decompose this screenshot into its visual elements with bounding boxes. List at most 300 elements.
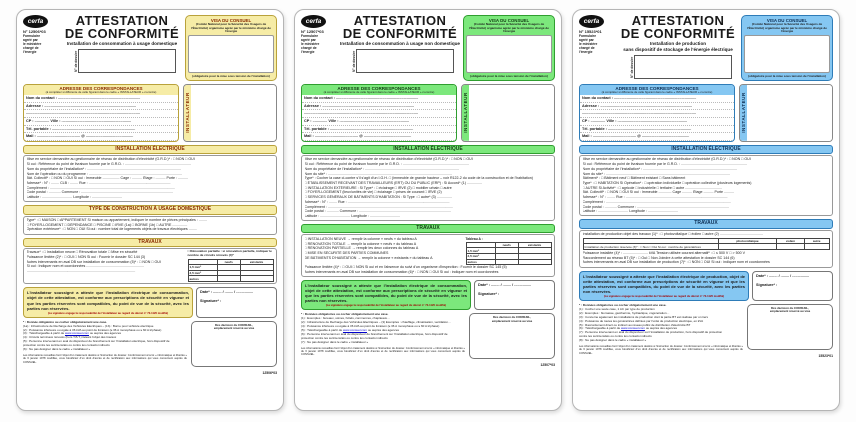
dossier-number-box [74, 49, 176, 73]
date-field: Date* : ........ / ........ / ................ [200, 290, 254, 295]
address-field-line: ............................................................................................................ [24, 110, 178, 118]
form-attestation-production [572, 9, 840, 411]
travaux-field-line: □ MISE EN SÉCURITÉ DES PARTIES COMMUNES [304, 250, 389, 255]
elec-field-line: Code postal : ............ Commune : ............................................................................................ [304, 209, 452, 214]
renovation-partielle-note: □ Rénovation partielle : si rénovation partielle, indiquer le nombre de circuits rénovés (4)* [187, 249, 272, 257]
address-fields [580, 95, 734, 141]
footnotes-bottom [579, 331, 743, 343]
cerfa-column [579, 15, 615, 54]
installer-box [461, 84, 555, 142]
form-title-line1: ATTESTATION [353, 13, 447, 28]
cerfa-logo [301, 15, 326, 28]
address-fields [302, 95, 456, 141]
elec-field-line: Complément : ............................................................................................................................. [304, 204, 453, 209]
address-field-line: ............................................................................................................ [580, 110, 734, 118]
row-label: 1,5 mm² [466, 248, 495, 254]
footnote-line: (4) : Puissance de toutes les génératrices définies par l'unité de production électrique, en kVA [579, 319, 704, 323]
visa-consuel-box [185, 15, 277, 81]
cerfa-number: N° 15523*01 [579, 29, 602, 34]
section-installation-electrique: INSTALLATION ÉLECTRIQUE [23, 145, 277, 154]
date-field: Date* : ........ / ........ / ................ [756, 273, 810, 278]
footnote-link-pre: (6) : Téléchargeable à partir de [579, 327, 621, 331]
travaux-field-line: Si oui : Indiquer nom et coordonnées .......................................................... [26, 264, 145, 269]
table-header-neufs: neufs [217, 259, 240, 265]
consuel-box-line: Dès décision du CONSUEL, [771, 305, 809, 310]
address-field-line: CP : .............. Ville : .................................................................. [580, 118, 734, 126]
declaration-text: L'installateur soussigné a atteste que l'installation électrique de production, objet de cette attestation, est conforme aux prescriptions de sécurité en vigueur et que les parties réservées sont compatibles, du point de vue de la sécurité, avec les parties non réservées. [583, 273, 745, 294]
row-label: autres [188, 276, 217, 282]
row-label: autres [466, 259, 495, 265]
consuel-reserved-box[interactable] [747, 304, 833, 350]
visa-title: VISA DU CONSUEL [488, 18, 530, 23]
consuel-box-line: emplacement réservé au visa [491, 318, 533, 323]
cerfa-side-note: le ministère [579, 42, 598, 47]
visa-bottom-note: (obligatoire pour la mise sous tension de l'installation) [192, 74, 270, 78]
address-title: ADRESSE DES CORRESPONDANCES [59, 86, 143, 91]
form-subtitle: Installation de consommation à usage domestique [66, 41, 178, 46]
address-subtitle: (à compléter si différente de celle figurant dans le cadre « INSTALLATEUR » ci-contre) [323, 90, 435, 94]
address-title: ADRESSE DES CORRESPONDANCES [615, 86, 699, 91]
page-header [23, 15, 277, 81]
visa-consuel-box [463, 15, 555, 81]
table-cell[interactable] [777, 244, 805, 250]
consuel-box-line: emplacement réservé au visa [213, 326, 255, 331]
footnote-line: protection contre les surintensités ou contre les contacts indirects [301, 336, 388, 340]
dossier-number-box [630, 55, 732, 79]
table-header-photovoltaique: photovoltaïque [718, 238, 776, 244]
travaux-field-line: Puissance installée (4)* : ......................... kVA Tension utilisée courant alternatif* : □ ≤ 500 V □ > 500 V [582, 251, 745, 255]
travaux-body [23, 248, 277, 285]
elec-field-line: □ AUTRE Si Activité* : □ agricole □ industrielle □ tertiaire □ autre ..................................... [582, 185, 723, 190]
row-label: 2,5 mm² [466, 254, 495, 260]
cerfa-logo-text: cerfa [305, 18, 322, 25]
elec-field-line: Adresse* : N° : ........ Rue : ...................................................................................................... [304, 199, 450, 204]
visa-stamp-area[interactable] [188, 35, 274, 74]
visa-stamp-area[interactable] [466, 35, 552, 74]
installation-electrique-body [23, 155, 277, 202]
footnote-line: contre les surintensités ou contre les contacts indirects [579, 335, 652, 339]
declaration-row [301, 280, 555, 310]
consuel-box-line: Dès décision du CONSUEL, [215, 322, 253, 327]
address-field-line: Mail : ......................................... @ ............................................. [24, 133, 178, 141]
travaux-field-line: ............................................................................................................. [26, 269, 136, 274]
type-construction-body [23, 216, 277, 235]
elec-field-line: Nom du site* : ............................................................................................................................ [304, 171, 452, 176]
elec-field-line: Bât. Collectif* : □ NON □ OUI Si oui : Immeuble ............. Cage .......... Étage .......... Porte .......... [582, 190, 735, 195]
section-type-construction: TYPE DE CONSTRUCTION À USAGE DOMESTIQUE [23, 205, 277, 214]
elec-field-line: Nom du propriétaire de l'installation* : .............................................................................................. [582, 166, 737, 171]
form-subtitle: Installation de consommation à usage non domestique [340, 41, 460, 46]
installation-electrique-body [301, 155, 555, 221]
production-type-line: Installation de production objet des travaux (1)* : □ photovoltaïque □ éolien □ autre (2) ........................................... [582, 232, 763, 237]
date-signature-box[interactable] [474, 280, 555, 310]
installer-box [739, 84, 833, 142]
dossier-number-box [352, 49, 454, 73]
installer-label: INSTALLATEUR [462, 85, 469, 141]
footnote-link-pre: (5) : Téléchargeable à partir de [301, 329, 343, 333]
address-field-line: CP : .............. Ville : .................................................................. [302, 118, 456, 126]
section-travaux: TRAVAUX [301, 224, 555, 233]
travaux-bottom-lines [305, 265, 552, 274]
section-travaux: TRAVAUX [23, 238, 277, 247]
footnote-line: (1a) : Infrastructure de Recharge des Véhicules Électriques – (1b) : Borne pour véhicule électrique [23, 324, 154, 328]
table-header-eolien: éolien [777, 238, 805, 244]
dossier-input-area[interactable] [356, 49, 454, 73]
installer-stamp-area[interactable] [191, 85, 276, 141]
footnotes-bottom [301, 333, 465, 345]
address-field-line: Adresse : ....................................................................................... [580, 103, 734, 111]
table-row [583, 244, 829, 250]
address-installer-row [301, 84, 555, 142]
form-subtitle-line2: sans dispositif de stockage de l'énergie électrique [623, 47, 733, 52]
type-field-line: Type* : □ MAISON □ APPARTEMENT Si maison ou appartement, indiquer le nombre de pièces principales : ........ [26, 218, 207, 222]
page-header [301, 15, 555, 81]
table-header-existants: existants [240, 259, 273, 265]
travaux-field-line: □ INSTALLATION NEUVE → remplir la colonne « neufs » du tableau A [304, 236, 417, 241]
footnotes-bottom [23, 336, 187, 352]
cerfa-side-notes [301, 34, 337, 54]
address-field-line: Tél. portable : ............................................................................... [302, 126, 456, 134]
page-reference: 15523*01 [818, 353, 833, 358]
form-title-line2: DE CONFORMITÉ [620, 25, 736, 41]
travaux-field-line: DE BÂTIMENTS D'HABITATION → remplir la colonne « existants » du tableau A [304, 255, 433, 260]
cerfa-side-note: agréé par [301, 38, 316, 43]
elec-field-line: □ INSTALLATION EXTÉRIEURE : Si Type* : □ éclairage □ IRVE (2) □ mobilier urbain □ autre [304, 185, 452, 190]
cerfa-side-notes [23, 34, 59, 54]
footer-row [301, 313, 555, 367]
consuel-visa-column [747, 304, 833, 358]
elec-field-line: □ FOYER-LOGEMENT (lieux/unités de vie) □ éclairage □ prises de courant □ IRVE (2) [304, 190, 442, 195]
travaux-field-line: Puissance limitée (4)* : □ OUI □ NON Si oui et en l'absence du suivi d'un organisme d'inspection : Fournir le dossier SC 145 (5) [304, 265, 507, 270]
consuel-reserved-box[interactable] [191, 321, 277, 367]
elec-field-line: Bâtiment* : □ Bâtiment neuf □ Bâtiment existant □ Sans bâtiment [582, 176, 686, 181]
address-field-line: Mail : ......................................... @ ............................................. [302, 133, 456, 141]
footnote-line: (8) : Ne pas désigner dans le cadre « installateur » [579, 339, 647, 343]
cerfa-logo-text: cerfa [583, 18, 600, 25]
footnote-line: (2) : Infrastructure de Recharge des Véhicules Électriques – (3) Exemples : chauffage, climatisation, ventilation… [301, 321, 452, 325]
type-field-line: □ FOYER-LOGEMENT □ DÉPENDANCE □ PISCINE □ IRVE (1a) □ BORNE (1b) □ AUTRE ............... [26, 222, 188, 227]
address-field-line: Adresse : ....................................................................................... [24, 103, 178, 111]
address-title: ADRESSE DES CORRESPONDANCES [337, 86, 421, 91]
footnote-line: (5) : Personne intervenant en aval du disjoncteur de branchement sur l'installation électrique, hors dispositif de [23, 340, 170, 344]
table-cell[interactable] [518, 259, 551, 265]
footnote-line: * : Données obligatoires ou cocher obligatoirement une case. [579, 303, 667, 307]
installer-declaration-box [301, 280, 471, 310]
elec-field-line: Mise en service demandée au gestionnaire de réseau de distribution d'électricité (G.R.D.)* : □ NON □ OUI [582, 157, 751, 162]
consuel-website-link[interactable]: www.consuel.com [342, 329, 367, 333]
signature-field: Signature* : [200, 299, 222, 304]
cerfa-logo [579, 15, 604, 28]
footnotes-top [579, 304, 743, 327]
date-signature-box[interactable] [196, 287, 277, 317]
elec-field-line: □ SERVICES GÉNÉRAUX DE BÂTIMENTS D'HABITATION : Si Type : □ autre* (3) ............... [304, 195, 452, 200]
declaration-note: (La signature engage la responsabilité de l'installateur au regard du décret n° 72-1120 modifié) [47, 311, 169, 315]
conductors-table [466, 242, 552, 265]
dossier-input-area[interactable] [634, 55, 732, 79]
travaux-field-line: Puissance limitée (2)* : □ OUI □ NON Si oui : Fournir le dossier SC 144 (3) [26, 255, 146, 260]
elec-field-line: Latitude : .............................. Longitude : .............................. [582, 209, 678, 214]
title-column [62, 15, 182, 73]
address-field-line: Mail : ......................................... @ ............................................. [580, 133, 734, 141]
visa-subtitle: (Comité National pour la Sécurité des Usagers de l'Électricité) organisme agréé par le ministère chargé de l'énergie [747, 22, 827, 33]
travaux-field-line: Raccordement au réseau BT (5)* : □ Oui □ Non Joindre à cette attestation le dossier SC 144 (6) [582, 255, 735, 260]
declaration-text: L'installateur soussigné a atteste que l'installation électrique de consommation, objet de cette attestation, est conforme aux prescriptions de sécurité en vigueur et que les parties réservées sont compatibles, du point de vue de la sécurité, avec les parties non réservées. [305, 283, 467, 304]
travaux-field-line: Autres intervenants en aval DB sur installation de consommation (5)* : □ NON □ OUI [26, 259, 161, 264]
elec-field-line: Latitude : .............................. Longitude : .............................. [304, 213, 400, 218]
footnote-line: (6) : Personne intervenant en aval du disjoncteur de branchement sur l'installation électrique, hors dispositif de [301, 333, 448, 336]
dossier-label: N° de dossier [352, 50, 356, 72]
date-field: Date* : ........ / ........ / ................ [478, 283, 532, 288]
declaration-row [579, 271, 833, 301]
footnote-line: (2) : Puissance inférieure ou égale à 36 kVA au point de livraison (≤ 36 A monophasé ou ≤ 60 A triphasé) [23, 328, 162, 332]
correspondence-address-box [301, 84, 457, 142]
visa-stamp-area[interactable] [744, 35, 830, 74]
consuel-website-link[interactable]: www.consuel.com [620, 327, 645, 331]
installer-label: INSTALLATEUR [740, 85, 747, 141]
correspondence-address-box [23, 84, 179, 142]
cerfa-side-note: chargé de [23, 46, 39, 51]
section-travaux: TRAVAUX [579, 219, 833, 228]
footer-row [579, 304, 833, 358]
travaux-left-lines [27, 250, 185, 282]
footnote-line: * : Donnée obligatoire ou cocher obligatoirement une case. [23, 320, 108, 324]
footnote-line: (3) : Concerne également les installations de production dont la partie BT est réalisée par un tiers [579, 315, 709, 319]
table-header-neufs: neufs [495, 242, 518, 248]
address-header [580, 85, 734, 95]
travaux-left-lines [305, 237, 463, 265]
elec-field-line: Type* : Cocher la case ci-contre s'il s'agit d'un I.G.H. □ (immeuble de grande hauteur – voir R122-2 du code de la construction et de l'habitation) [304, 176, 533, 181]
dossier-label: N° de dossier [74, 50, 78, 72]
legal-paragraph: Les informations recueillies font l'objet d'un traitement destiné à l'instruction du dossier. Conformément à la loi « informatique et libertés » du 6 janvier 1978 modifiée, vous bénéficiez d'un droit d'accès et de rectification aux informations qui vous concernent auprès du CONSUEL. [301, 346, 465, 357]
visa-subtitle: (Comité National pour la Sécurité des Usagers de l'Électricité) organisme agréé par le ministère chargé de l'énergie [191, 22, 271, 33]
correspondence-address-box [579, 84, 735, 142]
footnote-line: protection contre les surintensités ou contre les contacts indirects [23, 344, 110, 348]
elec-field-line: Code postal : ............ Commune : ............................................................................................ [582, 204, 730, 209]
form-title-line1: ATTESTATION [631, 13, 725, 28]
table-header-autre: autre [804, 238, 829, 244]
legal-paragraph: Les informations recueillies font l'objet d'un traitement destiné à l'instruction du dossier. Conformément à la loi « informatique et libertés » du 6 janvier 1978 modifiée, vous bénéficiez d'un droit d'accès et de rectification aux informations qui vous concernent auprès du CONSUEL. [579, 345, 743, 355]
page-reference: 12507*03 [540, 363, 555, 368]
address-field-line: Nom du contact : .............................................................................. [302, 95, 456, 103]
elec-field-line: Adresse* : N° : ........ CLB : ........ Rue : .................................................................................. [26, 180, 171, 185]
travaux-side-column [466, 237, 552, 265]
cerfa-side-note: Formulaire [23, 34, 41, 38]
footnote-line: (4) : Puissance inférieure ou égale à 36 kVA au point de livraison (≤ 36 A monophasé ou ≤ 60 A triphasé) [301, 325, 440, 329]
installer-declaration-box [23, 287, 193, 317]
consuel-visa-column [469, 313, 555, 367]
cerfa-logo [23, 15, 48, 28]
consuel-box-line: Dès décision du CONSUEL, [493, 315, 531, 320]
installer-box [183, 84, 277, 142]
footnote-link-post: ou auprès des agences [644, 327, 678, 331]
installer-stamp-area[interactable] [747, 85, 832, 141]
conductors-table [188, 259, 274, 282]
installation-electrique-body [579, 155, 833, 216]
travaux-field-line: □ RÉNOVATION PARTIELLE → remplir les deux colonnes du tableau A [304, 246, 419, 251]
section-installation-electrique: INSTALLATION ÉLECTRIQUE [579, 145, 833, 154]
table-cell[interactable] [718, 244, 776, 250]
footnote-line: (1) : Cocher une seule case, 1 AC par type de production [579, 307, 655, 311]
row-label: Installation de production réservée (3)* : □ Non □ Oui Si oui : nombre de génératrices [583, 244, 718, 250]
address-field-line: Adresse : ....................................................................................... [302, 103, 456, 111]
elec-field-line: □ ÉTABLISSEMENT RECEVANT DES TRAVAILLEURS (ERT) OU DU PUBLIC (ERP) : Si Accord* (1) ............... [304, 180, 482, 185]
elec-field-line: Mise en service demandée au gestionnaire de réseau de distribution d'électricité (G.R.D.)* : □ NON □ OUI [26, 157, 195, 162]
table-caption: Tableau A : [465, 236, 483, 241]
declaration-text: L'installateur soussigné a atteste que l'installation électrique de consommation, objet de cette attestation, est conforme aux prescriptions de sécurité en vigueur et que les parties réservées sont compatibles, du point de vue de la sécurité, avec les parties non réservées. [27, 290, 189, 311]
date-signature-box[interactable] [752, 271, 833, 301]
footnote-link-post: ou auprès des agences [366, 329, 400, 333]
form-subtitle: Installation de production [649, 41, 707, 46]
address-field-line: ............................................................................................................ [302, 110, 456, 118]
elec-field-line: Complément : ............................................................................................................................. [582, 199, 731, 204]
page-reference: 12506*03 [262, 370, 277, 375]
title-column [340, 15, 460, 73]
table-cell[interactable] [240, 276, 273, 282]
form-title-line2: DE CONFORMITÉ [342, 25, 458, 41]
footnote-line: (7) : Ne pas désigner dans le cadre « installateur » [301, 340, 369, 344]
address-fields [24, 95, 178, 141]
cerfa-side-note: l'énergie [579, 50, 593, 55]
travaux-field-line: Autres intervenants en aval DB sur installation de production (7)* : □ NON □ OUI Si oui : indiquer nom et coordonnées [582, 260, 770, 265]
cerfa-side-note: Formulaire [301, 34, 319, 38]
consuel-website-link[interactable]: www.consuel.com [64, 332, 89, 336]
cerfa-number: N° 12506*03 [23, 29, 46, 34]
address-field-line: Nom du contact : .............................................................................. [580, 95, 734, 103]
cerfa-side-note: le ministère [23, 42, 42, 47]
cerfa-side-note: agréé par [23, 38, 38, 43]
elec-field-line: Latitude : .............................. Longitude : .............................. [26, 195, 122, 200]
address-installer-row [579, 84, 833, 142]
table-row [466, 259, 551, 265]
dossier-label: N° de dossier [630, 56, 634, 78]
address-header [302, 85, 456, 95]
address-subtitle: (à compléter si différente de celle figurant dans le cadre « INSTALLATEUR » ci-contre) [45, 90, 157, 94]
travaux-side-column [188, 250, 274, 282]
footnotes-column [579, 304, 743, 358]
installer-label: INSTALLATEUR [184, 85, 191, 141]
address-field-line: Tél. portable : ............................................................................... [24, 126, 178, 134]
signature-field: Signature* : [478, 292, 500, 297]
travaux-body [301, 234, 555, 277]
row-label: 1,5 mm² [188, 265, 217, 271]
footnote-line: (7) : Personne intervenant en aval du disjoncteur sur l'installation de production, hors dispositif de protection [579, 331, 723, 335]
form-title-line1: ATTESTATION [75, 13, 169, 28]
consuel-visa-column [191, 321, 277, 375]
address-subtitle: (à compléter si différente de celle figurant dans le cadre « INSTALLATEUR » ci-contre) [601, 90, 713, 94]
elec-field-line: Nom du propriétaire de l'installation* : .............................................................................................. [26, 166, 181, 171]
dossier-input-area[interactable] [78, 49, 176, 73]
table-cell[interactable] [804, 244, 829, 250]
page-header [579, 15, 833, 81]
footnote-link-pre: (3) : Téléchargeable à partir de [23, 332, 65, 336]
elec-field-line: Nom du site* : ............................................................................................................................ [582, 171, 730, 176]
cerfa-side-note: chargé de [579, 46, 595, 51]
declaration-note: (La signature engage la responsabilité de l'installateur au regard du décret n° 72-1120 modifié) [603, 294, 725, 298]
visa-title: VISA DU CONSUEL [210, 18, 252, 23]
travaux-body [579, 230, 833, 268]
footnotes-column [301, 313, 465, 367]
footnote-line: * : Données obligatoires ou cocher obligatoirement une case. [301, 313, 389, 317]
elec-field-line: Bât. Collectif* : □ NON □ OUI Si oui : Immeuble ................. Cage : .......... Étage : .......... Porte : .......... [26, 176, 189, 181]
title-column [618, 15, 738, 79]
elec-field-line: Si oui : Référence du point de livraison fournie par le G.R.D. : .................................................................. [582, 162, 747, 167]
cerfa-column [301, 15, 337, 54]
visa-bottom-note: (obligatoire pour la mise sous tension de l'installation) [748, 74, 826, 78]
footnote-line: (2) : Exemples : biomasse, géothermie, hydraulique, cogénération… [579, 311, 670, 315]
elec-field-line: Code postal : ............ Commune : ............................................................................................ [26, 190, 174, 195]
cerfa-side-note: Formulaire [579, 34, 597, 38]
elec-field-line: Nom du propriétaire de l'installation* : .............................................................................................. [304, 166, 459, 171]
declaration-note: (La signature engage la responsabilité de l'installateur au regard du décret n° 72-1120 modifié) [325, 304, 447, 308]
declaration-row [23, 287, 277, 317]
cerfa-logo-text: cerfa [27, 18, 44, 25]
cerfa-side-note: le ministère [301, 42, 320, 47]
form-title-line2: DE CONFORMITÉ [64, 25, 180, 41]
table-row [188, 276, 273, 282]
cerfa-side-notes [579, 34, 615, 54]
signature-field: Signature* : [756, 282, 778, 287]
visa-bottom-note: (obligatoire pour la mise sous tension de l'installation) [470, 74, 548, 78]
cerfa-side-note: l'énergie [23, 50, 37, 55]
travaux-field-line: Travaux* : □ Installation neuve □ Rénovation totale □ Mise en sécurité [26, 250, 138, 255]
visa-consuel-box [741, 15, 833, 81]
elec-field-line: Type* : □ HABITATION Si Opération* : □ opération individuelle □ opération collective (plusieurs logements) [582, 180, 752, 185]
section-installation-electrique: INSTALLATION ÉLECTRIQUE [301, 145, 555, 154]
visa-subtitle: (Comité National pour la Sécurité des Usagers de l'Électricité) organisme agréé par le ministère chargé de l'énergie [469, 22, 549, 33]
cerfa-side-note: l'énergie [301, 50, 315, 55]
form-attestation-consommation-domestique [16, 9, 284, 411]
footnotes-top [301, 313, 465, 329]
elec-field-line: Adresse* : N° : ........ Rue : ...................................................................................................... [582, 195, 728, 200]
address-field-line: Nom du contact : .............................................................................. [24, 95, 178, 103]
cerfa-side-note: chargé de [301, 46, 317, 51]
table-cell[interactable] [217, 276, 240, 282]
elec-field-line: Mise en service demandée au gestionnaire de réseau de distribution d'électricité (G.R.D.)* : □ NON □ OUI [304, 157, 473, 162]
elec-field-line: Si oui : Référence du point de livraison fournie par le G.R.D. : .................................................................. [304, 162, 469, 167]
footnote-line: (6) : Ne pas désigner dans le cadre « installateur » [23, 348, 91, 352]
address-field-line: Tél. portable : ............................................................................... [580, 126, 734, 134]
footnote-line: (5) : Raccordement direct ou indirect au réseau public de distribution d'électricité BT [579, 323, 691, 327]
footnote-link-post: ou auprès des agences [88, 332, 122, 336]
elec-field-line: Complément : ............................................................................................................................. [26, 185, 175, 190]
form-attestation-consommation-non-domestique [294, 9, 562, 411]
table-header-existants: existants [518, 242, 551, 248]
production-table [583, 238, 830, 250]
legal-paragraph: Les informations recueillies font l'objet d'un traitement destiné à l'instruction du dossier. Conformément à la loi « informatique et libertés » du 6 janvier 1978 modifiée, vous bénéficiez d'un droit d'accès et de rectification aux informations qui vous concernent auprès du CONSUEL. [23, 354, 187, 364]
cerfa-number: N° 12507*03 [301, 29, 324, 34]
installer-stamp-area[interactable] [469, 85, 554, 141]
address-field-line: CP : .............. Ville : .................................................................. [24, 118, 178, 126]
footer-row [23, 321, 277, 375]
cerfa-column [23, 15, 59, 54]
address-header [24, 85, 178, 95]
footnotes-column [23, 321, 187, 375]
type-field-line: Opération extérieure* : □ NON □ OUI Si oui : nombre total de logements objets de travaux électriques ........ [26, 227, 197, 232]
consuel-reserved-box[interactable] [469, 313, 555, 359]
elec-field-line: Nom de l'opération ou du programme : ............................................................................................. [26, 171, 182, 176]
consuel-box-line: emplacement réservé au visa [769, 309, 811, 314]
table-cell[interactable] [495, 259, 518, 265]
address-installer-row [23, 84, 277, 142]
cerfa-side-note: agréé par [579, 38, 594, 43]
travaux-field-line: Autres intervenants en aval DB sur installation de consommation (6)* : □ NON □ OUI Si oui : indiquer nom et coordonnées [304, 269, 499, 274]
footnote-line: (1) : Exemples : bureaux, usines, hôtels, commerces, chapiteaux… [301, 317, 391, 321]
elec-field-line: Si oui : Référence du point de livraison fournie par le G.R.D. : .................................................................. [26, 162, 191, 167]
travaux-bottom-lines [583, 251, 830, 265]
installer-declaration-box [579, 271, 749, 301]
footnote-line: (4) : Circuits terminaux rénovés (hors T.B.T.) faisant l'objet des travaux [23, 336, 117, 340]
row-label: 2,5 mm² [188, 270, 217, 276]
